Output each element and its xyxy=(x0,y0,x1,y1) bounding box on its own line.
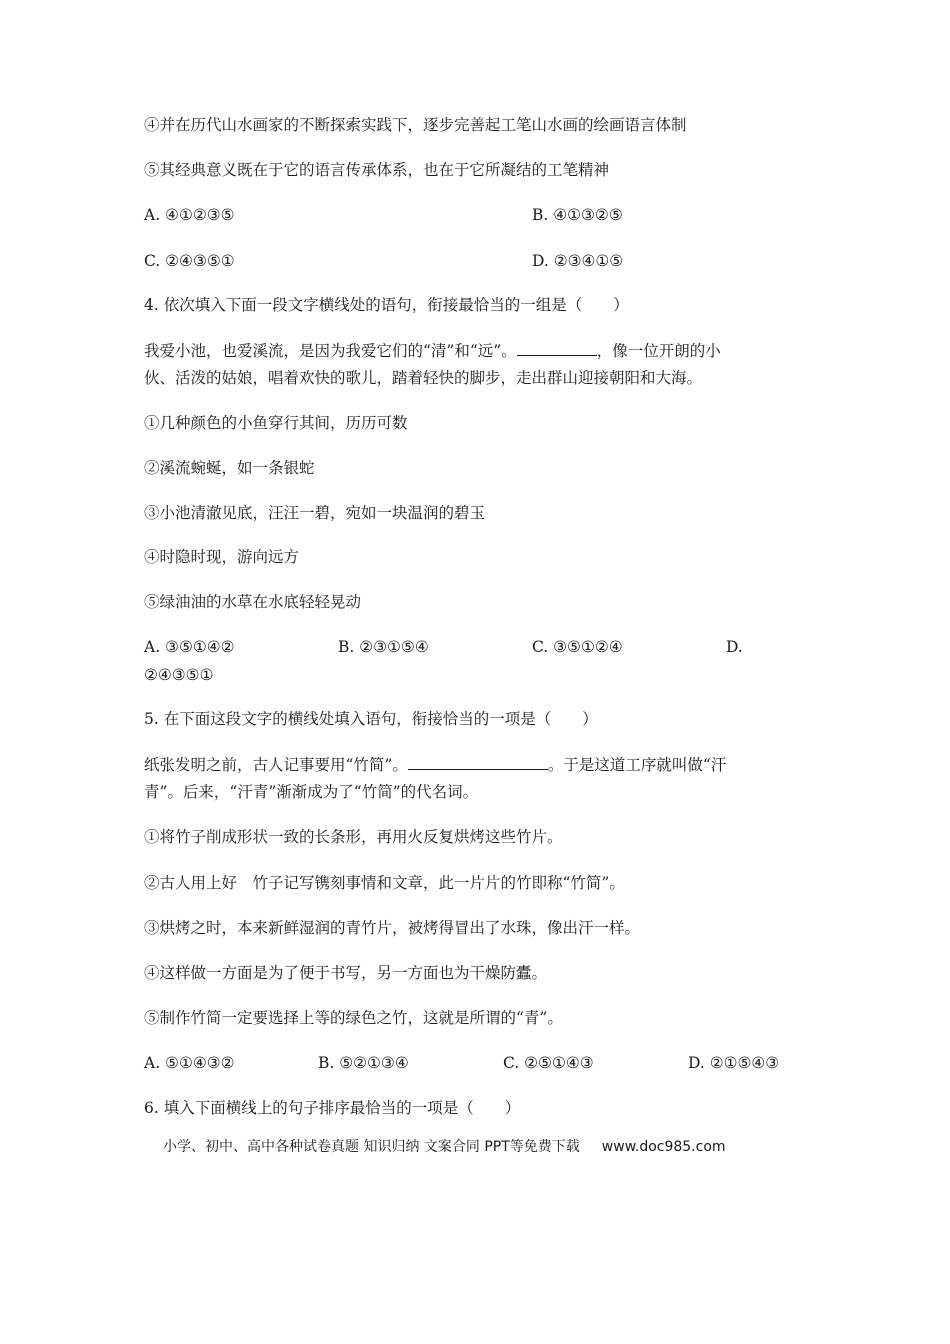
q5-item-1: ①将竹子削成形状一致的长条形，再用火反复烘烤这些竹片。 xyxy=(144,828,563,846)
item-5: ⑤其经典意义既在于它的语言传承体系，也在于它所凝结的工笔精神 xyxy=(144,161,610,179)
question-4-passage-line2: 伙、活泼的姑娘，唱着欢快的歌儿，踏着轻快的脚步，走出群山迎接朝阳和大海。 xyxy=(144,369,703,387)
passage-text: 。于是这道工序就叫做“汗 xyxy=(547,756,727,774)
q4-option-c: C. ③⑤①②④ xyxy=(532,638,623,656)
q5-item-4: ④这样做一方面是为了便于书写，另一方面也为干燥防蠹。 xyxy=(144,964,548,982)
q5-option-d: D. ②①⑤④③ xyxy=(688,1054,780,1072)
option-d: D. ②③④①⑤ xyxy=(532,252,624,270)
passage-text: 纸张发明之前，古人记事要用“竹简”。 xyxy=(144,756,408,774)
q4-option-a: A. ③⑤①④② xyxy=(144,638,235,656)
q4-item-5: ⑤绿油油的水草在水底轻轻晃动 xyxy=(144,593,362,611)
q5-item-5: ⑤制作竹简一定要选择上等的绿色之竹，这就是所谓的“青”。 xyxy=(144,1009,563,1027)
q4-item-2: ②溪流蜿蜒，如一条银蛇 xyxy=(144,459,315,477)
q5-item-2: ②古人用上好 竹子记写镌刻事情和文章，此一片片的竹即称“竹简”。 xyxy=(144,874,625,892)
q5-item-3: ③烘烤之时，本来新鲜湿润的青竹片，被烤得冒出了水珠，像出汗一样。 xyxy=(144,919,641,937)
fill-blank xyxy=(408,753,548,770)
question-4-stem: 4. 依次填入下面一段文字横线处的语句，衔接最恰当的一组是（ ） xyxy=(144,296,629,314)
question-5-passage-line2: 青”。后来，“汗青”渐渐成为了“竹简”的代名词。 xyxy=(144,783,479,801)
q4-item-1: ①几种颜色的小鱼穿行其间，历历可数 xyxy=(144,414,408,432)
option-a: A. ④①②③⑤ xyxy=(144,206,235,224)
q5-option-c: C. ②⑤①④③ xyxy=(503,1054,594,1072)
page-footer xyxy=(163,1137,726,1157)
item-4: ④并在历代山水画家的不断探索实践下，逐步完善起工笔山水画的绘画语言体制 xyxy=(144,116,687,134)
q4-item-4: ④时隐时现，游向远方 xyxy=(144,548,300,566)
q4-option-b: B. ②③①⑤④ xyxy=(338,638,429,656)
question-4-passage xyxy=(144,339,721,362)
question-6-stem: 6. 填入下面横线上的句子排序最恰当的一项是（ ） xyxy=(144,1099,521,1117)
q4-item-3: ③小池清澈见底，汪汪一碧，宛如一块温润的碧玉 xyxy=(144,504,486,522)
question-5-stem: 5. 在下面这段文字的横线处填入语句，衔接恰当的一项是（ ） xyxy=(144,710,598,728)
option-c: C. ②④③⑤① xyxy=(144,252,235,270)
question-5-passage xyxy=(144,753,726,776)
q5-option-b: B. ⑤②①③④ xyxy=(318,1054,409,1072)
q5-option-a: A. ⑤①④③② xyxy=(144,1054,235,1072)
footer-text: 小学、初中、高中各种试卷真题 知识归纳 文案合同 PPT等免费下载 xyxy=(163,1139,580,1155)
footer-url[interactable]: www.doc985.com xyxy=(601,1139,726,1155)
fill-blank xyxy=(517,339,597,356)
passage-text: ，像一位开朗的小 xyxy=(596,342,721,360)
option-b: B. ④①③②⑤ xyxy=(532,206,623,224)
q4-option-d: D. xyxy=(726,638,743,656)
passage-text: 我爱小池，也爱溪流，是因为我爱它们的“清”和“远”。 xyxy=(144,342,517,360)
q4-option-d-value: ②④③⑤① xyxy=(144,666,214,684)
